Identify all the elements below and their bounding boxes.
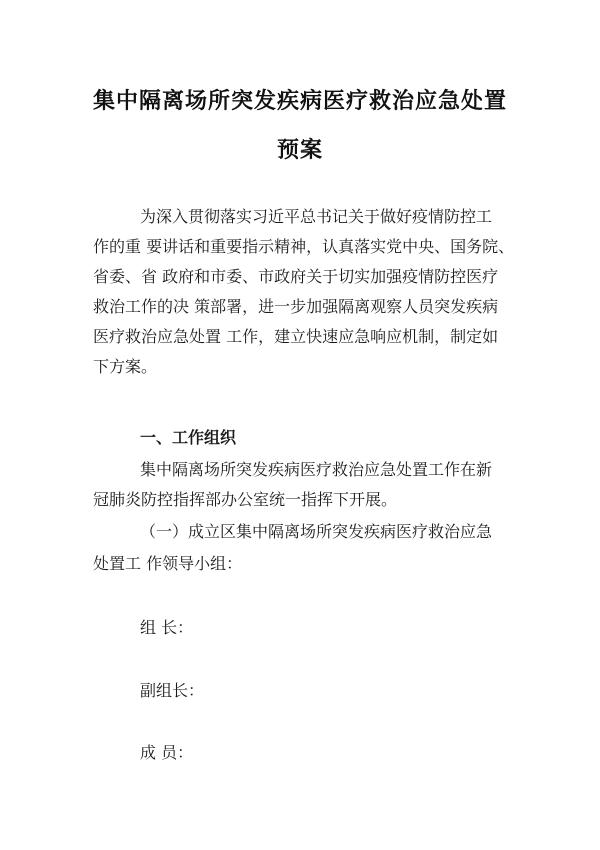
section-1-heading: 一、工作组织 <box>140 428 237 447</box>
document-title-line-2: 预案 <box>276 138 323 163</box>
section-1-body-line-1: 集中隔离场所突发疾病医疗救治应急处置工作在新 <box>140 460 493 479</box>
intro-line-3: 省委、省 政府和市委、市政府关于切实加强疫情防控医疗 <box>93 267 499 286</box>
intro-line-1: 为深入贯彻落实习近平总书记关于做好疫情防控工 <box>140 207 493 226</box>
intro-line-4: 救治工作的决 策部署，进一步加强隔离观察人员突发疾病 <box>93 297 499 316</box>
intro-line-2: 作的重 要讲话和重要指示精神，认真落实党中央、国务院、 <box>93 237 515 256</box>
role-leader: 组 长： <box>140 618 194 637</box>
intro-line-5: 医疗救治应急处置 工作，建立快速应急响应机制，制定如 <box>93 327 499 346</box>
role-members: 成 员： <box>140 743 194 762</box>
section-1-body-line-2: 冠肺炎防控指挥部办公室统一指挥下开展。 <box>93 490 398 509</box>
intro-line-6: 下方案。 <box>93 357 158 376</box>
document-title-line-1: 集中隔离场所突发疾病医疗救治应急处置 <box>92 89 507 114</box>
subsection-1-line-1: （一）成立区集中隔离场所突发疾病医疗救治应急 <box>140 522 493 541</box>
subsection-1-line-2: 处置工 作领导小组： <box>93 554 243 573</box>
role-deputy: 副组长： <box>140 681 205 700</box>
